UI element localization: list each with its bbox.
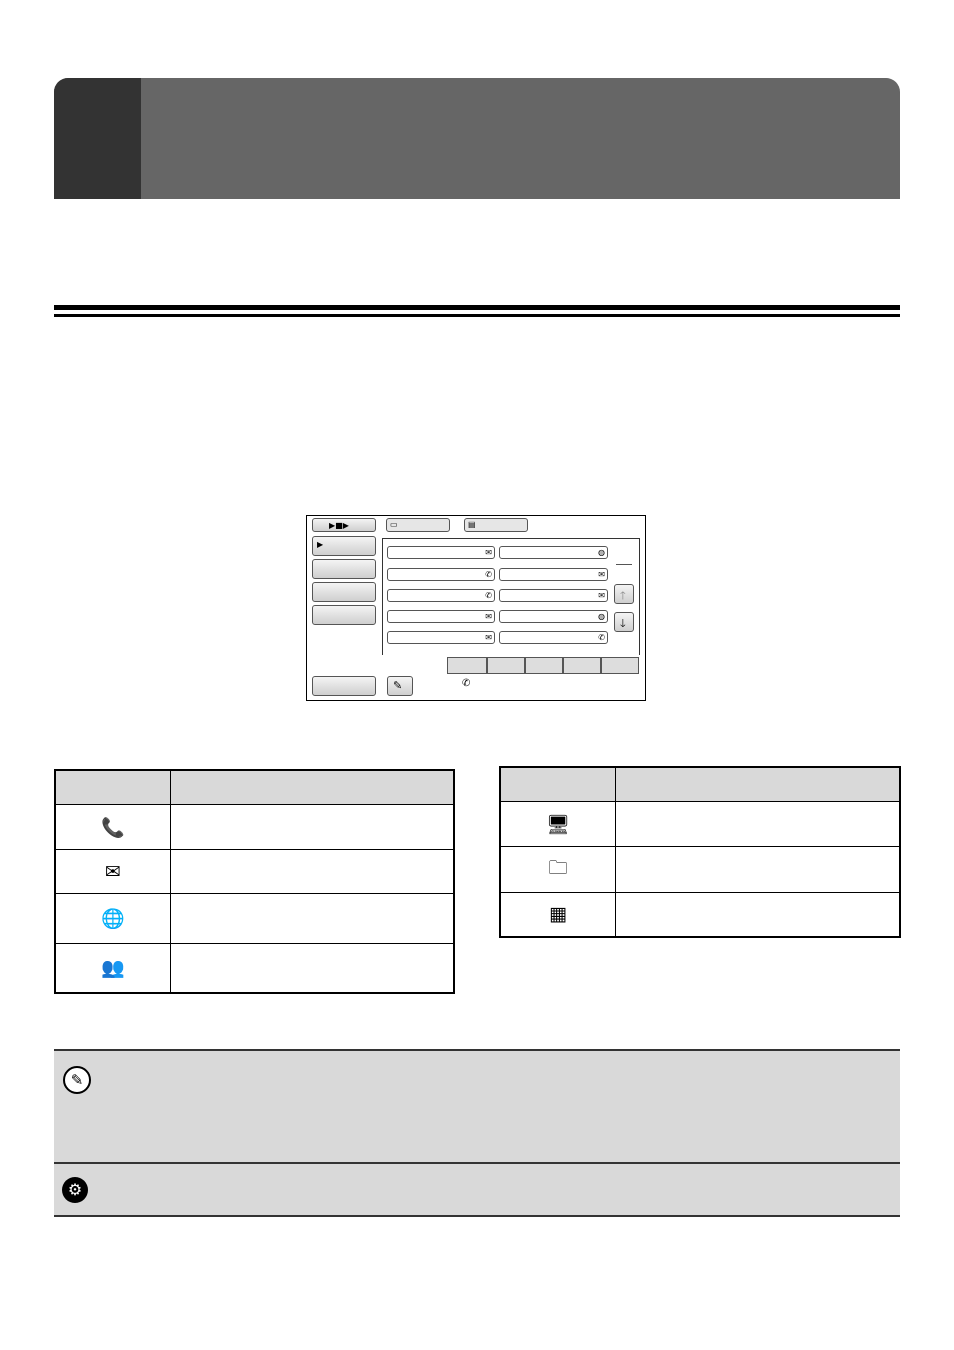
table-row: [55, 805, 454, 850]
top-button-1[interactable]: [386, 518, 450, 532]
address-key[interactable]: [387, 631, 495, 644]
index-tab[interactable]: [525, 657, 563, 674]
table-row: [500, 802, 900, 847]
address-key[interactable]: [387, 568, 495, 581]
globe-icon: 🌐: [101, 908, 125, 930]
envelope-icon: ✉: [598, 570, 605, 579]
computer-icon: 🖥: [545, 813, 571, 836]
address-key[interactable]: [387, 546, 495, 559]
address-key[interactable]: [499, 589, 608, 602]
globe-icon: ◍: [598, 548, 605, 557]
address-key[interactable]: [387, 589, 495, 602]
address-key[interactable]: [499, 631, 608, 644]
note-box: [54, 1049, 900, 1163]
left-button-2[interactable]: [312, 559, 376, 579]
address-key[interactable]: [499, 546, 608, 559]
gear-icon: ⚙: [62, 1177, 88, 1203]
index-tab[interactable]: [487, 657, 525, 674]
mode-arrows-icon: ▶■▶: [329, 521, 349, 530]
grid-list-icon: ▦: [549, 903, 567, 926]
table-header: [171, 770, 455, 805]
envelope-icon: ✉: [105, 860, 121, 883]
table-cell: [171, 805, 455, 850]
left-button-1[interactable]: [312, 536, 376, 556]
envelope-icon: ✉: [485, 548, 492, 557]
left-button-4[interactable]: [312, 605, 376, 625]
address-key[interactable]: [499, 568, 608, 581]
envelope-icon: ✉: [598, 591, 605, 600]
address-key[interactable]: [499, 610, 608, 623]
left-bottom-button[interactable]: [312, 676, 376, 696]
scroll-down-button[interactable]: [614, 612, 634, 632]
table-cell: [616, 847, 901, 893]
group-icon: 👥: [101, 957, 125, 980]
index-tab[interactable]: [601, 657, 639, 674]
phone-icon: ✆: [485, 591, 492, 600]
table-cell: [171, 850, 455, 894]
table-row: [55, 894, 454, 944]
mode-switch-button[interactable]: [312, 518, 376, 532]
down-arrow-icon: 🡓: [620, 617, 626, 630]
table-cell: [616, 802, 901, 847]
table-row: [55, 944, 454, 993]
section-rule-thick: [54, 305, 900, 310]
triangle-icon: ▶: [317, 540, 324, 549]
phone-icon: ✆: [485, 570, 492, 579]
address-key[interactable]: [387, 610, 495, 623]
table-header: [55, 770, 171, 805]
icon-table-right: [499, 766, 901, 938]
pencil-icon: ✎: [63, 1066, 91, 1094]
table-row: [500, 893, 900, 937]
up-arrow-icon: 🡑: [620, 589, 626, 602]
table-header: [500, 767, 616, 802]
index-tab[interactable]: [447, 657, 487, 674]
icon-table-left: [54, 769, 455, 994]
address-entry-button[interactable]: [387, 676, 413, 696]
globe-icon: ◍: [598, 612, 605, 621]
table-row: [500, 847, 900, 893]
chapter-banner: [54, 78, 900, 199]
section-rule-thin: [54, 314, 900, 317]
scroll-up-button[interactable]: [614, 584, 634, 604]
small-document-icon: ▭: [390, 520, 398, 529]
address-entry-icon: ✎: [393, 680, 403, 692]
chapter-number-tab: [54, 78, 141, 199]
system-settings-box: [54, 1162, 900, 1217]
page-indicator-line: [616, 564, 632, 565]
table-cell: [616, 893, 901, 937]
index-tab[interactable]: [563, 657, 601, 674]
envelope-icon: ✉: [485, 633, 492, 642]
left-button-3[interactable]: [312, 582, 376, 602]
table-row: [55, 850, 454, 894]
small-list-icon: ▤: [468, 520, 476, 529]
top-button-2[interactable]: [464, 518, 528, 532]
small-phone-icon: ✆: [462, 678, 471, 689]
table-header: [616, 767, 901, 802]
table-cell: [171, 894, 455, 944]
phone-icon: ✆: [598, 633, 605, 642]
envelope-icon: ✉: [485, 612, 492, 621]
phone-icon: 📞: [101, 816, 125, 839]
computer-folder-icon: 🗀: [548, 856, 568, 879]
table-cell: [171, 944, 455, 993]
